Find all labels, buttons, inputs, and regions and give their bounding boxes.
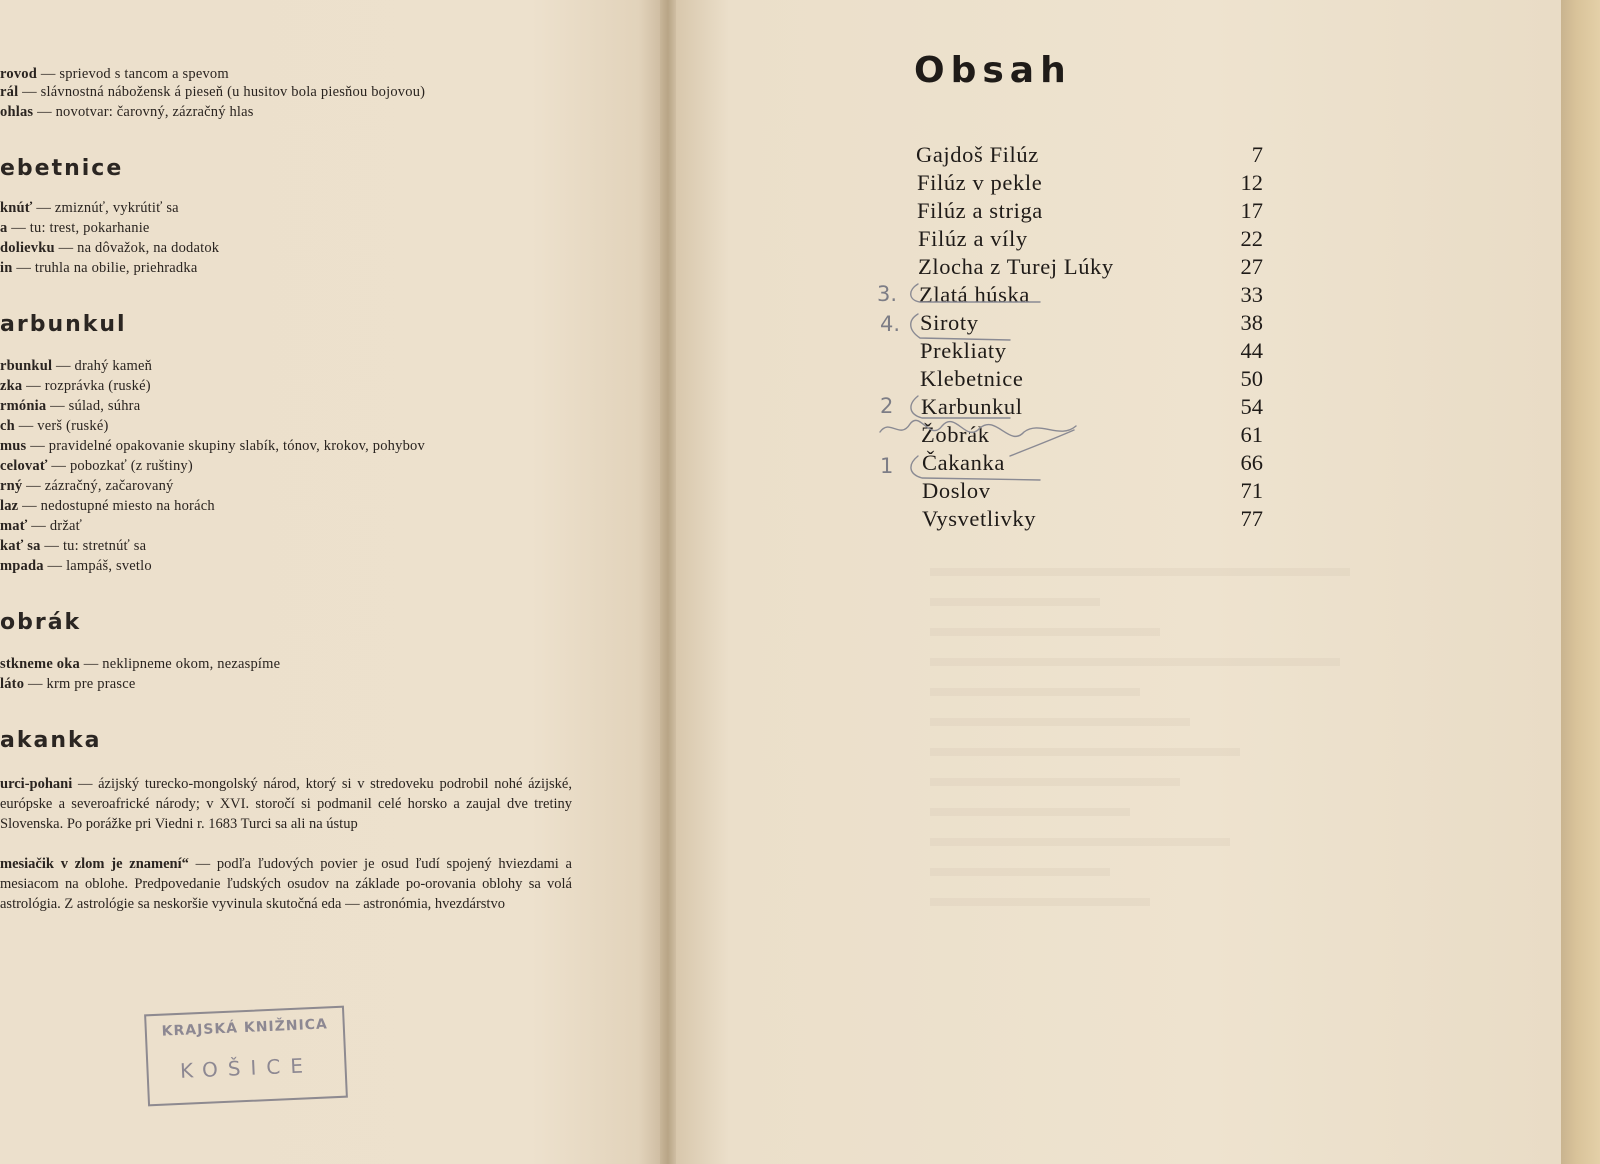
entry-page: 33 — [1240, 282, 1263, 307]
contents-entry — [0, 422, 1600, 450]
entry-page: 27 — [1240, 254, 1263, 279]
contents-entry — [0, 198, 1600, 226]
glossary-paragraph: urci-pohani — ázijský turecko-mongolský národ, ktorý si v stredoveku podrobil nohé ázijské, európske a severoafrické národy; v XVI. storočí si podmanil celé horsko a zaujal dve tretiny Slovenska. Po porážke pri Viedni r. 1683 Turci sa ali na ústup — [0, 776, 572, 832]
contents-entry — [0, 142, 1600, 170]
handwritten-number: 4. — [880, 312, 901, 336]
glossary-entry: kať sa — tu: stretnúť sa — [0, 538, 147, 554]
glossary-entry: in — truhla na obilie, priehradka — [0, 260, 198, 276]
show-through-line — [930, 598, 1100, 606]
show-through-line — [930, 658, 1340, 666]
show-through-line — [930, 748, 1240, 756]
glossary-entry: dolievku — na dôvažok, na dodatok — [0, 240, 220, 256]
glossary-entry: ohlas — novotvar: čarovný, zázračný hlas — [0, 104, 254, 120]
entry-page: 66 — [1240, 450, 1263, 475]
glossary-entry: rný — zázračný, začarovaný — [0, 478, 174, 494]
contents-entry — [0, 478, 1600, 506]
glossary-entry: mus — pravidelné opakovanie skupiny slabík, tónov, krokov, pohybov — [0, 438, 425, 454]
stamp-line-2: KOŠICE — [179, 1053, 314, 1083]
show-through-line — [930, 898, 1150, 906]
entry-page: 22 — [1240, 226, 1263, 251]
entry-title: Klebetnice — [920, 366, 1024, 391]
entry-page: 17 — [1240, 198, 1263, 223]
glossary-entry: knúť — zmiznúť, vykrútiť sa — [0, 200, 179, 216]
entry-title: Zlatá húska — [919, 282, 1030, 307]
contents-entry — [0, 506, 1600, 534]
contents-entry — [0, 450, 1600, 478]
show-through-line — [930, 808, 1130, 816]
contents-entry — [0, 366, 1600, 394]
contents-entry — [0, 226, 1600, 254]
handwritten-number: 2 — [880, 394, 894, 418]
entry-title: Prekliaty — [920, 338, 1007, 363]
entry-title: Filúz a striga — [917, 198, 1043, 223]
entry-title: Vysvetlivky — [922, 506, 1037, 531]
entry-page: 54 — [1240, 394, 1263, 419]
glossary-entry: ch — verš (ruské) — [0, 418, 109, 434]
entry-title: Čakanka — [922, 450, 1005, 475]
contents-entry — [0, 254, 1600, 282]
entry-page: 77 — [1240, 506, 1263, 531]
glossary-entry: rbunkul — drahý kameň — [0, 358, 153, 374]
contents-entry — [0, 338, 1600, 366]
show-through-line — [930, 688, 1140, 696]
entry-page: 12 — [1240, 170, 1263, 195]
glossary-entry: rovod — sprievod s tancom a spevom — [0, 66, 229, 82]
show-through-line — [930, 838, 1230, 846]
glossary-entry: zka — rozprávka (ruské) — [0, 378, 151, 394]
show-through-line — [930, 568, 1350, 576]
contents-entry — [0, 310, 1600, 338]
entry-page: 44 — [1240, 338, 1263, 363]
entry-title: Zlocha z Turej Lúky — [918, 254, 1114, 279]
glossary-entry: mpada — lampáš, svetlo — [0, 558, 152, 574]
section-heading-zobrak: obrák — [0, 610, 82, 635]
entry-page: 7 — [1251, 142, 1263, 167]
show-through-line — [930, 628, 1160, 636]
section-heading-cakanka: akanka — [0, 728, 102, 753]
entry-title: Siroty — [920, 310, 979, 335]
glossary-entry: rmónia — súlad, súhra — [0, 398, 141, 414]
entry-title: Doslov — [922, 478, 991, 503]
section-heading-karbunkul: arbunkul — [0, 312, 127, 337]
glossary-entry: celovať — pobozkať (z ruštiny) — [0, 458, 193, 474]
glossary-entry: rál — slávnostná nábožensk á pieseň (u husitov bola piesňou bojovou) — [0, 84, 426, 100]
stamp-line-1: KRAJSKÁ KNIŽNICA — [161, 1016, 329, 1040]
glossary-entry: a — tu: trest, pokarhanie — [0, 220, 150, 236]
glossary-entry: laz — nedostupné miesto na horách — [0, 498, 215, 514]
entry-page: 61 — [1240, 422, 1263, 447]
section-heading-klebetnice: ebetnice — [0, 156, 124, 181]
entry-title: Žobrák — [921, 422, 990, 447]
show-through-line — [930, 718, 1190, 726]
entry-title: Gajdoš Filúz — [916, 142, 1039, 167]
contents-entry — [0, 282, 1600, 310]
entry-title: Karbunkul — [921, 394, 1023, 419]
handwritten-number: 3. — [877, 282, 898, 306]
show-through-line — [930, 868, 1110, 876]
glossary-entry: láto — krm pre prasce — [0, 676, 136, 692]
glossary-entry: stkneme oka — neklipneme okom, nezaspíme — [0, 656, 281, 672]
glossary-paragraph: mesiačik v zlom je znamení“ — podľa ľudových povier je osud ľudí spojený hviezdami a mesiacom na oblohe. Predpovedanie ľudských osudov na základe po-orovania oblohy sa volá astrológia. Z astrológie sa neskoršie vyvinula skutočná eda — astronómia, hvezdárstvo — [0, 856, 572, 912]
contents-title: Obsah — [914, 50, 1072, 91]
contents-entry — [0, 394, 1600, 422]
entry-page: 71 — [1240, 478, 1263, 503]
library-stamp — [144, 1006, 348, 1107]
glossary-entry: mať — držať — [0, 518, 82, 534]
entry-page: 38 — [1240, 310, 1263, 335]
entry-title: Filúz a víly — [918, 226, 1028, 251]
entry-title: Filúz v pekle — [917, 170, 1043, 195]
contents-entry — [0, 170, 1600, 198]
entry-page: 50 — [1240, 366, 1263, 391]
show-through-line — [930, 778, 1180, 786]
handwritten-number: 1 — [880, 454, 894, 478]
